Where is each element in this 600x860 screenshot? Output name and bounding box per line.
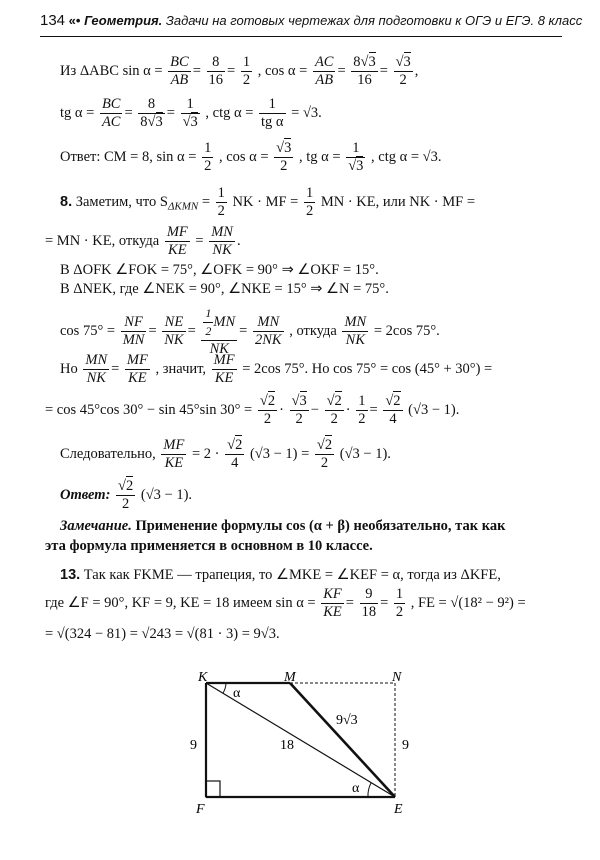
label-K: K <box>198 670 208 685</box>
task8-line-5: cos 75° = $\frac{NF}{MN}$ = $\frac{NE}{NK}$ = $\frac{1}{2}$ MN NK = $\frac{MN}{2NK}$ , откуда $\frac{MN}{NK}$ = 2cos 75°. <box>60 306 440 357</box>
task8-line-2: = MN · KE, откуда $\frac{MF}{KE}$ = $\frac{MN}{NK}$ . <box>45 224 241 258</box>
header-bullets: «• <box>68 13 81 28</box>
fraction: $\frac{MF}{KE}$ <box>163 437 185 471</box>
label-F: F <box>196 802 205 817</box>
angle-arc-E <box>368 783 371 797</box>
fraction: $\frac{1}{2}$ <box>242 54 251 88</box>
task8-line-8: Следовательно, $\frac{MF}{KE}$ = 2 · $\frac{√2}{4}$ (√3 − 1) = $\frac{√2}{2}$ (√3 − 1). <box>60 437 391 471</box>
header-subject: Геометрия. <box>84 13 163 28</box>
fraction: $\frac{1}{√3}$ <box>348 140 364 174</box>
fraction: $\frac{1}{\text{tg α}}$ <box>261 96 284 130</box>
fraction: $\frac{MF}{KE}$ <box>126 352 148 386</box>
header-title: Задачи на готовых чертежах для подготовки к ОГЭ и ЕГЭ. 8 класс <box>165 13 583 28</box>
fraction: $\frac{MN}{NK}$ <box>85 352 108 386</box>
angle-arc-K <box>223 683 226 693</box>
fraction: $\frac{√3}{2}$ <box>276 140 292 174</box>
fraction: $\frac{√2}{4}$ <box>227 437 243 471</box>
note-line-2: эта формула применяется в основном в 10 классе. <box>45 538 373 554</box>
task13-line-1: 13. Так как FKME — трапеция, то ∠MKE = ∠KEF = α, тогда из ΔKFE, <box>60 567 501 583</box>
prev-line-2: tg α = $\frac{BC}{AC}$ = $\frac{8}{8√3}$ = $\frac{1}{√3}$ , ctg α = $\frac{1}{\text{tg α}}$ = √3. <box>60 96 322 130</box>
fraction: $\frac{√2}{4}$ <box>385 393 401 427</box>
label-KF-length: 9 <box>190 738 197 753</box>
fraction: $\frac{1}{2}$ <box>395 586 404 620</box>
fraction: $\frac{MF}{KE}$ <box>166 224 188 258</box>
fraction: $\frac{√2}{2}$ <box>259 393 276 427</box>
fraction: $\frac{NF}{MN}$ <box>122 314 145 348</box>
fraction: $\frac{MN}{NK}$ <box>344 314 367 348</box>
fraction: $\frac{8}{16}$ <box>208 54 224 88</box>
page-number: 134 <box>40 12 66 29</box>
label-E: E <box>394 802 403 817</box>
fraction: $\frac{1}{2}$ <box>358 393 366 427</box>
label-alpha-bottom: α <box>352 781 360 796</box>
fraction: $\frac{8√3}{16}$ <box>353 54 376 88</box>
fraction: $\frac{√2}{2}$ <box>326 393 342 427</box>
task-number: 8. <box>60 193 73 210</box>
label-NE-length: 9 <box>402 738 409 753</box>
fraction: $\frac{√3}{2}$ <box>291 393 307 427</box>
task-number: 13. <box>60 567 81 583</box>
label-ME-length: 9√3 <box>336 713 358 728</box>
fraction: $\frac{MF}{KE}$ <box>213 352 235 386</box>
fraction: $\frac{1}{√3}$ <box>182 96 198 130</box>
fraction: $\frac{AC}{AB}$ <box>314 54 334 88</box>
right-angle-mark <box>206 781 220 797</box>
task8-line-4: В ΔNEK, где ∠NEK = 90°, ∠NKE = 15° ⇒ ∠N = 75°. <box>60 281 389 297</box>
note-line-1: Замечание. Применение формулы cos (α + β) необязательно, так как <box>60 518 506 534</box>
fraction: $\frac{1}{2}$ <box>204 140 212 174</box>
task8-line-6: Но $\frac{MN}{NK}$ = $\frac{MF}{KE}$ , значит, $\frac{MF}{KE}$ = 2cos 75°. Но cos 75° = cos (45° + 30°) = <box>60 352 493 386</box>
task8-line-1: 8. Заметим, что $S_{\Delta KMN}$ = $\frac{1}{2}$ NK · MF = $\frac{1}{2}$ MN · KE, или NK · MF = <box>60 185 476 219</box>
nested-fraction: $\frac{1}{2}$ MN NK <box>201 305 237 358</box>
prev-line-1: Из ΔABC sin α = $\frac{BC}{AB}$ = $\frac{8}{16}$ = $\frac{1}{2}$ , cos α = $\frac{AC}{AB}$ = $\frac{8√3}{16}$ = $\frac{√3}{2}$ , <box>60 54 419 88</box>
prev-answer-line: Ответ: CM = 8, sin α = $\frac{1}{2}$ , cos α = $\frac{√3}{2}$ , tg α = $\frac{1}{√3}$ , ctg α = √3. <box>60 140 442 174</box>
fraction: $\frac{BC}{AC}$ <box>101 96 121 130</box>
fraction: $\frac{1}{2}$ <box>217 185 225 219</box>
fraction: $\frac{9}{18}$ <box>361 586 377 620</box>
fraction: $\frac{√2}{2}$ <box>118 478 134 512</box>
label-N: N <box>392 670 402 685</box>
note-label: Замечание. <box>60 518 132 534</box>
label-alpha-top: α <box>233 686 241 701</box>
label-KE-length: 18 <box>280 738 294 753</box>
task8-answer: Ответ: $\frac{√2}{2}$ (√3 − 1). <box>60 478 193 512</box>
task13-line-2: где ∠F = 90°, KF = 9, KE = 18 имеем sin α = $\frac{KF}{KE}$ = $\frac{9}{18}$ = $\frac{1}{2}$ , FE = √(18² − 9²) = <box>45 586 526 620</box>
task8-line-3: В ΔOFK ∠FOK = 75°, ∠OFK = 90° ⇒ ∠OKF = 15°. <box>60 262 379 278</box>
segment-ME <box>290 683 395 797</box>
fraction: $\frac{8}{8√3}$ <box>140 96 163 130</box>
fraction: $\frac{1}{2}$ <box>305 185 314 219</box>
task8-line-7: = cos 45°cos 30° − sin 45°sin 30° = $\frac{√2}{2}$ · $\frac{√3}{2}$ − $\frac{√2}{2}$ · $\frac{1}{2}$ = $\frac{√2}{4}$ (√3 − 1). <box>45 393 460 427</box>
label-M: M <box>284 670 296 685</box>
task13-line-3: = √(324 − 81) = √243 = √(81 · 3) = 9√3. <box>45 626 280 642</box>
fraction: $\frac{1}{2}$ <box>205 306 212 338</box>
fraction: $\frac{MN}{NK}$ <box>211 224 233 258</box>
fraction: $\frac{KF}{KE}$ <box>323 586 342 620</box>
fraction: $\frac{NE}{NK}$ <box>164 314 184 348</box>
fraction: $\frac{MN}{2NK}$ <box>254 314 282 348</box>
fraction: $\frac{BC}{AB}$ <box>170 54 189 88</box>
fraction: $\frac{√3}{2}$ <box>395 54 411 88</box>
fraction: $\frac{√2}{2}$ <box>316 437 333 471</box>
